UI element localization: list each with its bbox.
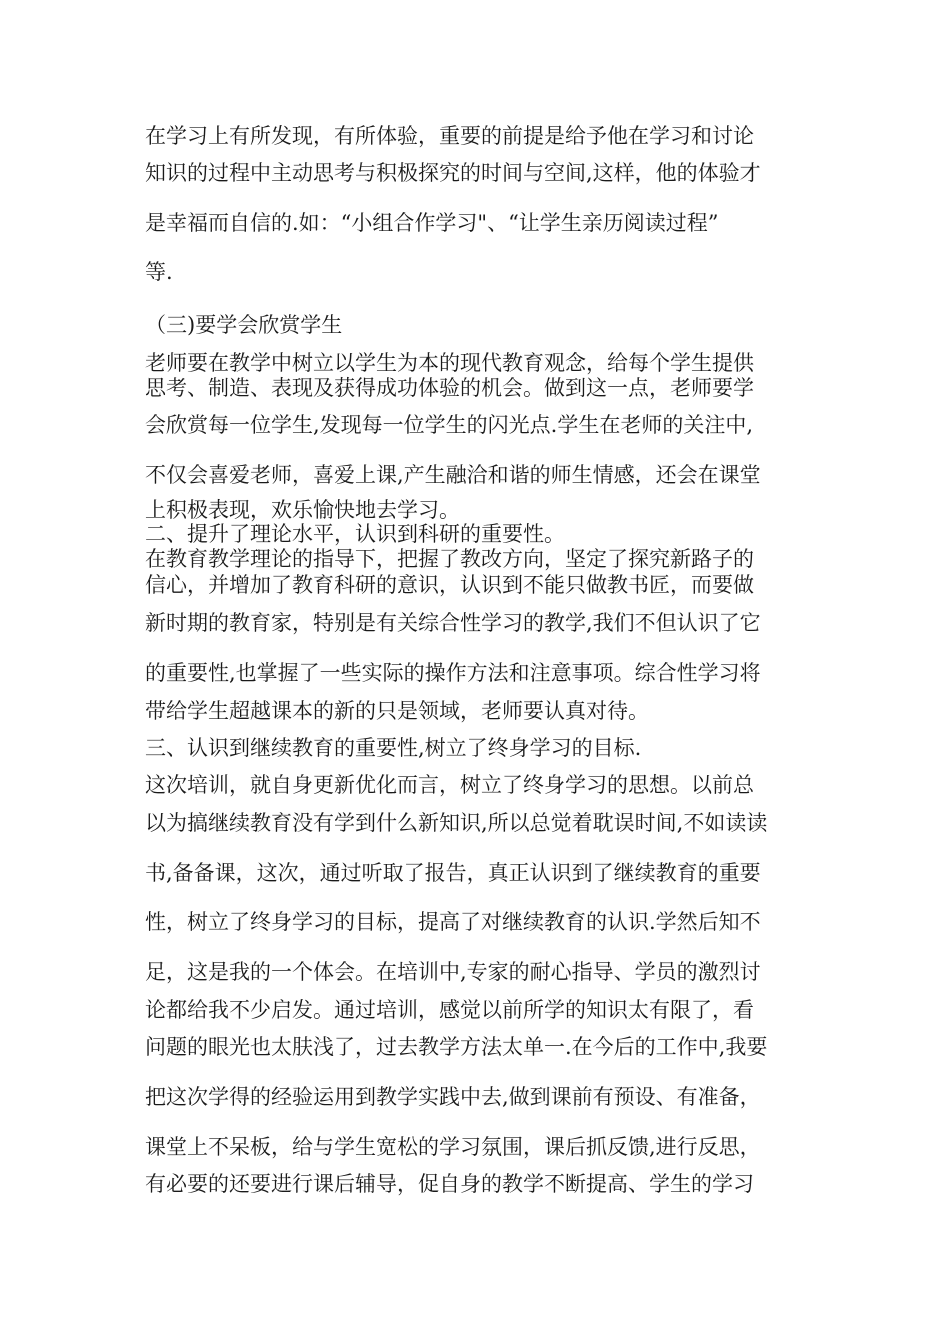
text-line: 在学习上有所发现，有所体验，重要的前提是给予他在学习和讨论 [145,124,754,148]
section-heading: （三)要学会欣赏学生 [145,313,343,337]
text-line: 知识的过程中主动思考与积极探究的时间与空间,这样，他的体验才 [145,161,761,185]
text-line: 性，树立了终身学习的目标，提高了对继续教育的认识.学然后知不 [145,910,761,934]
section-heading: 二、提升了理论水平，认识到科研的重要性。 [145,522,565,546]
text-line: 把这次学得的经验运用到教学实践中去,做到课前有预设、有准备， [145,1085,761,1109]
text-line: 新时期的教育家，特别是有关综合性学习的教学,我们不但认识了它 [145,611,761,635]
text-line: 足，这是我的一个体会。在培训中,专家的耐心指导、学员的激烈讨 [145,960,761,984]
text-line: 的重要性,也掌握了一些实际的操作方法和注意事项。综合性学习将 [145,661,761,685]
text-line: 上积极表现，欢乐愉快地去学习。 [145,498,460,522]
text-line: 会欣赏每一位学生,发现每一位学生的闪光点.学生在老师的关注中, [145,413,754,437]
text-line: 以为搞继续教育没有学到什么新知识,所以总觉着耽误时间,不如读读 [145,811,768,835]
text-line: 等. [145,260,173,284]
text-line: 信心，并增加了教育科研的意识，认识到不能只做教书匠，而要做 [145,573,754,597]
text-line: 课堂上不呆板，给与学生宽松的学习氛围，课后抓反馈,进行反思， [145,1135,761,1159]
text-line: 问题的眼光也太肤浅了，过去教学方法太单一.在今后的工作中,我要 [145,1035,768,1059]
text-line: 思考、制造、表现及获得成功体验的机会。做到这一点，老师要学 [145,376,754,400]
section-heading: 三、认识到继续教育的重要性,树立了终身学习的目标. [145,736,642,760]
text-line: 有必要的还要进行课后辅导，促自身的教学不断提高、学生的学习 [145,1172,754,1196]
text-line: 论都给我不少启发。通过培训，感觉以前所学的知识太有限了，看 [145,998,754,1022]
text-line: 在教育教学理论的指导下，把握了教改方向，坚定了探究新路子的 [145,547,754,571]
text-line: 这次培训，就自身更新优化而言，树立了终身学习的思想。以前总 [145,773,754,797]
text-line: 带给学生超越课本的新的只是领域，老师要认真对待。 [145,699,649,723]
text-line: 不仅会喜爱老师，喜爱上课,产生融洽和谐的师生情感，还会在课堂 [145,463,761,487]
text-line: 老师要在教学中树立以学生为本的现代教育观念，给每个学生提供 [145,351,754,375]
text-line: 是幸福而自信的.如：“小组合作学习"、“让学生亲历阅读过程” [145,211,719,235]
text-line: 书,备备课，这次，通过听取了报告，真正认识到了继续教育的重要 [145,861,761,885]
